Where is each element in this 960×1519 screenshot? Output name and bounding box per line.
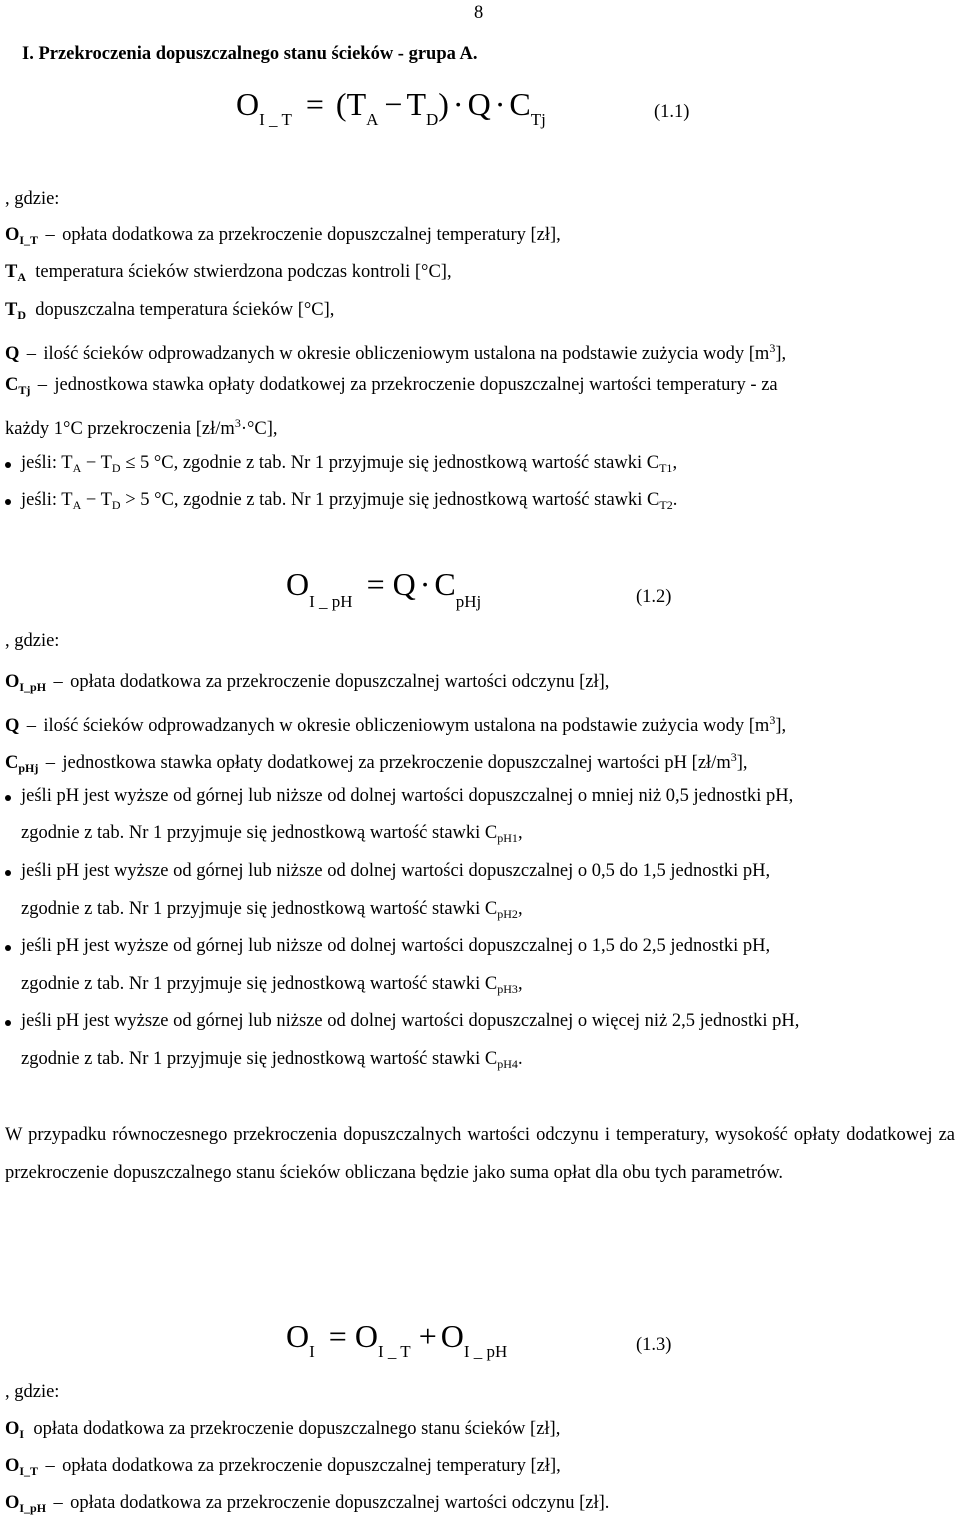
where-label-1: , gdzie: — [5, 189, 60, 209]
def3-oiph: $O_{I\_pH}$ – opłata dodatkowa za przekroczenie dopuszczalnej wartości odczynu [zł]. — [5, 1493, 610, 1515]
bullet-dot — [5, 870, 11, 876]
bullet-ph-4-line2: zgodnie z tab. Nr 1 przyjmuje się jednostkową wartość stawki $C_{pH4}$. — [21, 1049, 523, 1071]
bullet-ph-1-line2: zgodnie z tab. Nr 1 przyjmuje się jednostkową wartość stawki $C_{pH1}$, — [21, 823, 523, 845]
summary-paragraph: W przypadku równoczesnego przekroczenia dopuszczalnych wartości odczynu i temperatury, wysokość opłaty dodatkowej za przekroczenie dopuszczalnego stanu ścieków obliczana będzie jako suma opłat dla obu tych parametrów. — [5, 1125, 955, 1183]
bullet-temp-1: jeśli: $T_A - T_D \le 5$ °C, zgodnie z tab. Nr 1 przyjmuje się jednostkową wartość stawki $C_{T1}$, — [21, 453, 678, 475]
def-q: Q – ilość ścieków odprowadzanych w okresie obliczeniowym ustalona na podstawie zużycia wody $[m^3]$, — [5, 341, 787, 364]
def3-oit: $O_{I\_T}$ – opłata dodatkowa za przekroczenie dopuszczalnej temperatury [zł], — [5, 1456, 561, 1478]
bullet-dot — [5, 795, 11, 801]
equation-number-1-2: (1.2) — [636, 587, 672, 607]
section-title: I. Przekroczenia dopuszczalnego stanu ścieków - grupa A. — [22, 44, 478, 64]
bullet-ph-2-line2: zgodnie z tab. Nr 1 przyjmuje się jednostkową wartość stawki $C_{pH2}$, — [21, 899, 523, 921]
def-ctj: $C_{Tj}$ – jednostkowa stawka opłaty dodatkowej za przekroczenie dopuszczalnej wartości temperatury - za — [5, 375, 778, 397]
where-label-2: , gdzie: — [5, 631, 60, 651]
equation-1-2: OI _ pH = Q · CpHj — [286, 566, 482, 611]
def-o-it: $O_{I\_T}$ – opłata dodatkowa za przekroczenie dopuszczalnej temperatury [zł], — [5, 225, 561, 247]
page-number: 8 — [474, 3, 484, 23]
bullet-ph-3-line2: zgodnie z tab. Nr 1 przyjmuje się jednostkową wartość stawki $C_{pH3}$, — [21, 974, 523, 996]
where-label-3: , gdzie: — [5, 1382, 60, 1402]
bullet-ph-4-line1: jeśli pH jest wyższe od górnej lub niższe od dolnej wartości dopuszczalnej o więcej niż 2,5 jednostki pH, — [21, 1011, 800, 1031]
def-td: $T_D$ dopuszczalna temperatura ścieków [°C], — [5, 300, 335, 322]
equation-number-1-1: (1.1) — [654, 102, 690, 122]
bullet-temp-2: jeśli: $T_A - T_D > 5$ °C, zgodnie z tab. Nr 1 przyjmuje się jednostkową wartość stawki $C_{T2}$. — [21, 490, 678, 512]
equation-1-3: OI = OI _ T + OI _ pH — [286, 1318, 508, 1361]
bullet-dot — [5, 1020, 11, 1026]
def-q-2: Q – ilość ścieków odprowadzanych w okresie obliczeniowym ustalona na podstawie zużycia wody $[m^3]$, — [5, 713, 787, 736]
def-cphj: $C_{pHj}$ – jednostkowa stawka opłaty dodatkowej za przekroczenie dopuszczalnej wartości pH $[zł/m^3]$, — [5, 750, 748, 775]
bullet-ph-1-line1: jeśli pH jest wyższe od górnej lub niższe od dolnej wartości dopuszczalnej o mniej niż 0,5 jednostki pH, — [21, 786, 794, 806]
bullet-dot — [5, 945, 11, 951]
def3-oi: $O_I$ opłata dodatkowa za przekroczenie dopuszczalnego stanu ścieków [zł], — [5, 1419, 561, 1441]
equation-1-1: OI _ T = (TA − TD) · Q · CTj — [236, 86, 546, 129]
bullet-dot — [5, 462, 11, 468]
bullet-ph-3-line1: jeśli pH jest wyższe od górnej lub niższe od dolnej wartości dopuszczalnej o 1,5 do 2,5 jednostki pH, — [21, 936, 771, 956]
def-o-iph: $O_{I\_pH}$ – opłata dodatkowa za przekroczenie dopuszczalnej wartości odczynu [zł], — [5, 672, 610, 694]
bullet-ph-2-line1: jeśli pH jest wyższe od górnej lub niższe od dolnej wartości dopuszczalnej o 0,5 do 1,5 jednostki pH, — [21, 861, 771, 881]
bullet-dot — [5, 499, 11, 505]
def-ta: $T_A$ temperatura ścieków stwierdzona podczas kontroli [°C], — [5, 262, 452, 284]
def-ctj-cont: każdy 1°C przekroczenia $[zł/m^3\cdot^\circ C]$, — [5, 416, 278, 439]
equation-number-1-3: (1.3) — [636, 1335, 672, 1355]
